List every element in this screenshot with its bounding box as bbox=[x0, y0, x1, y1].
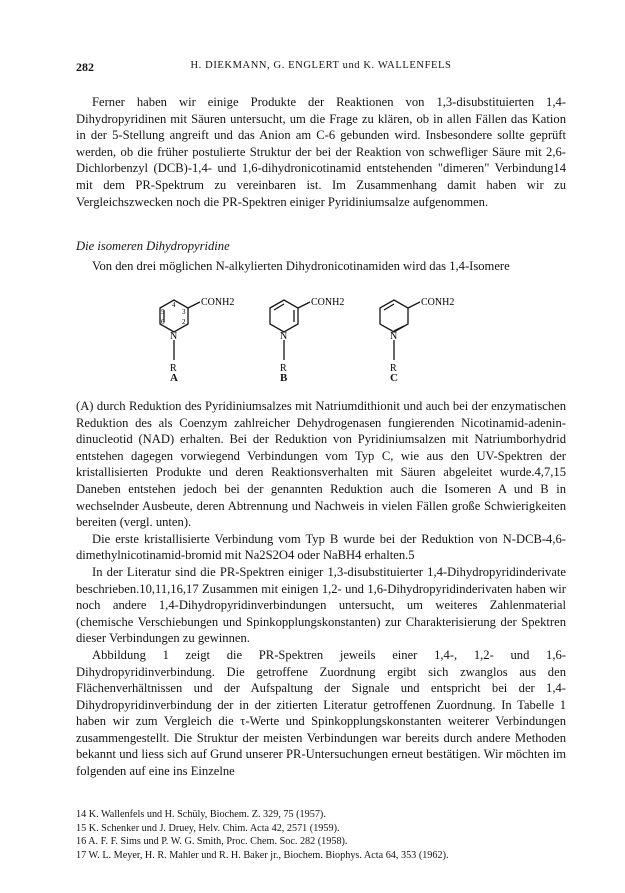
conh2-label-a: CONH2 bbox=[201, 297, 235, 308]
conh2-label-c: CONH2 bbox=[421, 297, 455, 308]
footnote-17: 17 W. L. Meyer, H. R. Mahler und R. H. Baker jr., Biochem. Biophys. Acta 64, 353 (1962). bbox=[76, 849, 449, 861]
paragraph-1-text: Ferner haben wir einige Produkte der Reaktionen von 1,3-disubstituierten 1,4-Dihydropyridinen mit Säuren untersucht, um die Frage zu klären, ob in allen Fällen das Kation in der 5-Stellung angreift und das Anion am C-6 gebunden wird. Insbesondere sollte geprüft werden, ob die früher postulierte Struktur der bei der Reaktion von schwefliger Säure mit 2,6-Dichlorbenzyl (DCB)-1,4- und 1,6-dihydronicotinamid entstehenden "dimeren" Verbindung14 mit dem PR-Spektrum zu vereinbaren ist. Im Zusammenhang damit haben wir zu Vergleichszwecken noch die PR-Spektren einiger Pyridiniumsalze aufgenommen. bbox=[76, 95, 566, 209]
ring-number-5: 5 bbox=[161, 308, 165, 316]
n-label-c: N bbox=[390, 331, 398, 342]
footnote-14: 14 K. Wallenfels und H. Schüly, Biochem. Z. 329, 75 (1957). bbox=[76, 809, 326, 820]
footnote-15: 15 K. Schenker und J. Druey, Helv. Chim. Acta 42, 2571 (1959). bbox=[76, 822, 340, 834]
n-label-a: N bbox=[170, 331, 178, 342]
r-label-b: R bbox=[280, 363, 287, 374]
section-heading: Die isomeren Dihydropyridine bbox=[76, 239, 230, 253]
n-label-b: N bbox=[280, 331, 288, 342]
paragraph-4-text: Die erste kristallisierte Verbindung vom Typ B wurde bei der Reduktion von N-DCB-4,6-dimethylnicotinamid-bromid mit Na2S2O4 oder NaBH4 erhalten.5 bbox=[76, 531, 566, 563]
bond-conh2-b bbox=[298, 302, 310, 308]
footnote-16: 16 A. F. F. Sims und P. W. G. Smith, Proc. Chem. Soc. 282 (1958). bbox=[76, 836, 348, 847]
structure-b bbox=[270, 300, 310, 360]
structure-labels bbox=[140, 372, 460, 388]
paragraph-2 bbox=[76, 258, 566, 275]
ring-number-4: 4 bbox=[172, 301, 176, 309]
r-label-a: R bbox=[170, 363, 177, 374]
conh2-label-b: CONH2 bbox=[311, 297, 345, 308]
paragraph-6-text: Abbildung 1 zeigt die PR-Spektren jeweils einer 1,4-, 1,2- und 1,6-Dihydropyridinverbindung. Die getroffene Zuordnung ergibt sich zwanglos aus den Flächenverhältnissen und der Aufspaltung der Signale und entspricht bei der 1,4-Dihydropyridinverbindung der in der zitierten Literatur getroffenen Zuordnung. In Tabelle 1 haben wir zum Vergleich die τ-Werte und Spinkopplungskonstanten weiterer Verbindungen zusammengestellt. Die Struktur der meisten Verbindungen war bereits durch andere Methoden bekannt und liess sich auf Grund unserer PR-Untersuchungen erneut bestätigen. Wir möchten im folgenden auf eine ins Einzelne bbox=[76, 647, 566, 779]
r-label-c: R bbox=[390, 363, 397, 374]
paragraph-2-text: Von den drei möglichen N-alkylierten Dihydronicotinamiden wird das 1,4-Isomere bbox=[92, 259, 510, 273]
structure-label-b: B bbox=[280, 372, 288, 384]
page-header bbox=[76, 60, 566, 76]
ring-number-3: 3 bbox=[182, 308, 186, 316]
running-title: H. DIEKMANN, G. ENGLERT und K. WALLENFELS bbox=[190, 60, 452, 71]
paragraph-5-text: In der Literatur sind die PR-Spektren einiger 1,3-disubstituierter 1,4-Dihydropyridinderivate beschrieben.10,11,16,17 Zusammen mit einigen 1,2- und 1,6-Dihydropyridinderivaten haben wir noch andere 1,4-Dihydropyridinverbindungen untersucht, um weiteres Zahlenmaterial (chemische Verschiebungen und Spinkopplungskonstanten) zur Charakterisierung der Spektren dieser Verbindungen zu gewinnen. bbox=[76, 564, 566, 646]
footnotes bbox=[76, 808, 566, 862]
structure-c bbox=[380, 300, 420, 360]
structure-label-a: A bbox=[170, 372, 178, 384]
ring-c bbox=[380, 300, 408, 332]
ring-number-2: 2 bbox=[182, 318, 186, 326]
page-number: 282 bbox=[76, 60, 94, 74]
bond-conh2-c bbox=[408, 302, 420, 308]
ring-number-6: 6 bbox=[161, 318, 165, 326]
paragraph-3-text: (A) durch Reduktion des Pyridiniumsalzes mit Natriumdithionit und auch bei der enzymatischen Reduktion des als Coenzym zahlreicher Dehydrogenasen fungierenden Nicotinamid-adenin-dinucleotid (NAD) erhalten. Bei der Reduktion von Pyridiniumsalzen mit Natriumborhydrid entstehen dagegen vorwiegend Verbindungen vom Typ C, wie aus den UV-Spektren der kristallisierten Produkte und deren Reaktionsverhalten mit Säuren abgeleitet wurde.4,7,15 Daneben entstehen jedoch bei der genannten Reduktion auch die Isomeren A und B in wechselnder Ausbeute, deren Abtrennung und Nachweis in vielen Fällen große Schwierigkeiten bereiten (vergl. unten). bbox=[76, 399, 566, 530]
bond-conh2-a bbox=[188, 302, 200, 308]
paragraph-1 bbox=[76, 94, 566, 210]
paragraphs-3-6 bbox=[76, 398, 566, 780]
structure-label-c: C bbox=[390, 372, 398, 384]
structure-a bbox=[160, 300, 200, 360]
